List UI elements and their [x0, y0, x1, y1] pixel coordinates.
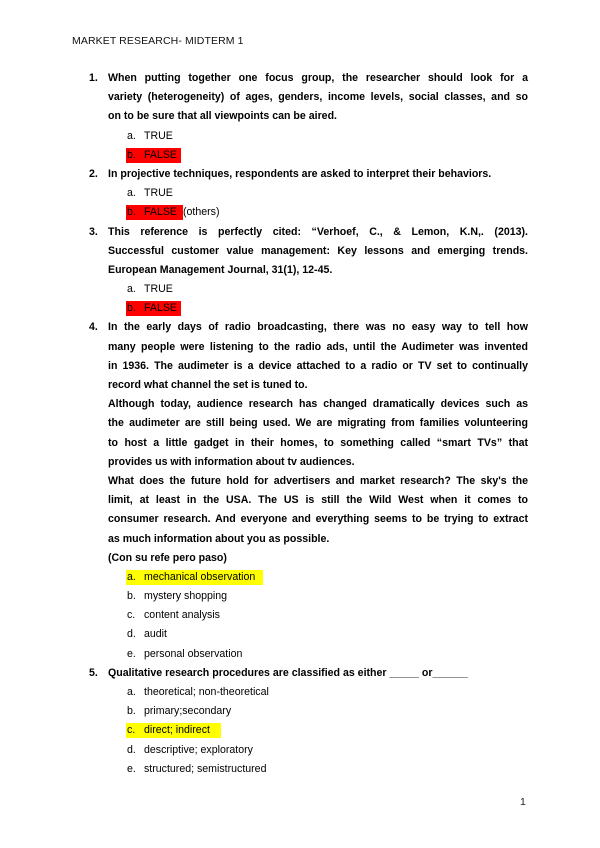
option-letter: e.	[127, 762, 136, 775]
question-text: provides us with information about tv audiences.	[108, 455, 355, 468]
option-1b[interactable]	[0, 146, 600, 165]
question-4	[0, 318, 600, 663]
option-text: FALSE	[144, 302, 177, 315]
option-text: structured; semistructured	[144, 762, 267, 775]
question-text: in 1936. The audimeter is a device attached to a radio or TV set to continually	[108, 359, 528, 372]
question-text: on to be sure that all viewpoints can be aired.	[108, 110, 337, 123]
option-3b[interactable]	[0, 299, 600, 318]
question-number: 5.	[89, 666, 98, 679]
option-letter: a.	[127, 187, 136, 200]
option-text: descriptive; exploratory	[144, 743, 253, 756]
question-2	[0, 165, 600, 223]
question-text: the audimeter are still being used. We are migrating from families volunteering	[108, 417, 528, 430]
option-3a[interactable]	[0, 280, 600, 299]
option-5e[interactable]	[0, 760, 600, 779]
question-number: 3.	[89, 225, 98, 238]
option-text: mystery shopping	[144, 590, 228, 603]
option-4d[interactable]	[0, 625, 600, 644]
question-text: Although today, audience research has changed dramatically devices such as	[108, 398, 528, 411]
option-letter: c.	[127, 609, 136, 622]
option-letter: a.	[127, 129, 136, 142]
option-letter: a.	[127, 570, 136, 583]
question-text: European Management Journal, 31(1), 12-45.	[108, 263, 333, 276]
option-2b[interactable]	[0, 203, 600, 222]
question-3	[0, 223, 600, 319]
option-letter: e.	[127, 647, 136, 660]
question-text: consumer research. And everyone and everything seems to be trying to extract	[108, 513, 528, 526]
option-4a[interactable]	[0, 568, 600, 587]
document-header: MARKET RESEARCH- MIDTERM 1	[72, 35, 244, 47]
question-text: In the early days of radio broadcasting, there was no easy way to tell how	[108, 321, 528, 334]
option-text: TRUE	[144, 187, 173, 200]
question-text: variety (heterogeneity) of ages, genders, income levels, social classes, and so	[108, 91, 528, 104]
option-letter: d.	[127, 628, 136, 641]
option-5d[interactable]	[0, 741, 600, 760]
option-5a[interactable]	[0, 683, 600, 702]
option-text: personal observation	[144, 647, 243, 660]
option-letter: b.	[127, 148, 136, 161]
option-4b[interactable]	[0, 587, 600, 606]
option-2a[interactable]	[0, 184, 600, 203]
option-letter: b.	[127, 206, 136, 219]
option-text: FALSE	[144, 148, 177, 161]
option-text: theoretical; non-theoretical	[144, 686, 269, 698]
question-note: (Con su refe pero paso)	[108, 551, 227, 564]
option-letter: a.	[127, 686, 136, 698]
page-number: 1	[520, 796, 526, 808]
question-text: What does the future hold for advertisers and market research? The sky's the	[108, 474, 528, 487]
question-number: 1.	[89, 72, 98, 84]
question-text: Qualitative research procedures are classified as either _____ or______	[108, 666, 468, 679]
option-text: audit	[144, 628, 167, 641]
option-note: (others)	[183, 206, 220, 219]
option-4e[interactable]	[0, 645, 600, 664]
document-body	[0, 69, 600, 779]
option-text: TRUE	[144, 283, 173, 296]
option-5b[interactable]	[0, 702, 600, 721]
option-letter: d.	[127, 743, 136, 756]
option-text: mechanical observation	[144, 570, 256, 583]
question-text: as much information about you as possible.	[108, 532, 330, 545]
option-text: TRUE	[144, 129, 173, 142]
option-letter: c.	[127, 724, 136, 737]
question-text: This reference is perfectly cited: “Verhoef, C., & Lemon, K.N,. (2013).	[108, 225, 528, 238]
option-5c[interactable]	[0, 721, 600, 740]
option-4c[interactable]	[0, 606, 600, 625]
question-1	[0, 69, 600, 165]
option-letter: a.	[127, 283, 136, 296]
option-letter: b.	[127, 590, 136, 603]
question-text: In projective techniques, respondents are asked to interpret their behaviors.	[108, 167, 492, 180]
question-text: many people were listening to the radio ads, until the Audimeter was invented	[108, 340, 528, 353]
option-text: FALSE	[144, 206, 177, 219]
option-text: content analysis	[144, 609, 220, 622]
option-1a[interactable]	[0, 127, 600, 146]
option-text: primary;secondary	[144, 705, 232, 718]
option-text: direct; indirect	[144, 724, 210, 737]
option-letter: b.	[127, 705, 136, 718]
question-text: record what channel the set is tuned to.	[108, 379, 308, 391]
question-text: limit, at least in the USA. The US is still the Wild West when it comes to	[108, 494, 528, 507]
question-5	[0, 664, 600, 779]
question-number: 4.	[89, 321, 98, 334]
question-text: When putting together one focus group, the researcher should look for a	[108, 72, 528, 84]
question-text: Successful customer value management: Key lessons and emerging trends.	[108, 244, 528, 257]
question-number: 2.	[89, 167, 98, 180]
option-letter: b.	[127, 302, 136, 315]
question-text: to host a little gadget in their homes, to something called “smart TVs” that	[108, 436, 528, 449]
